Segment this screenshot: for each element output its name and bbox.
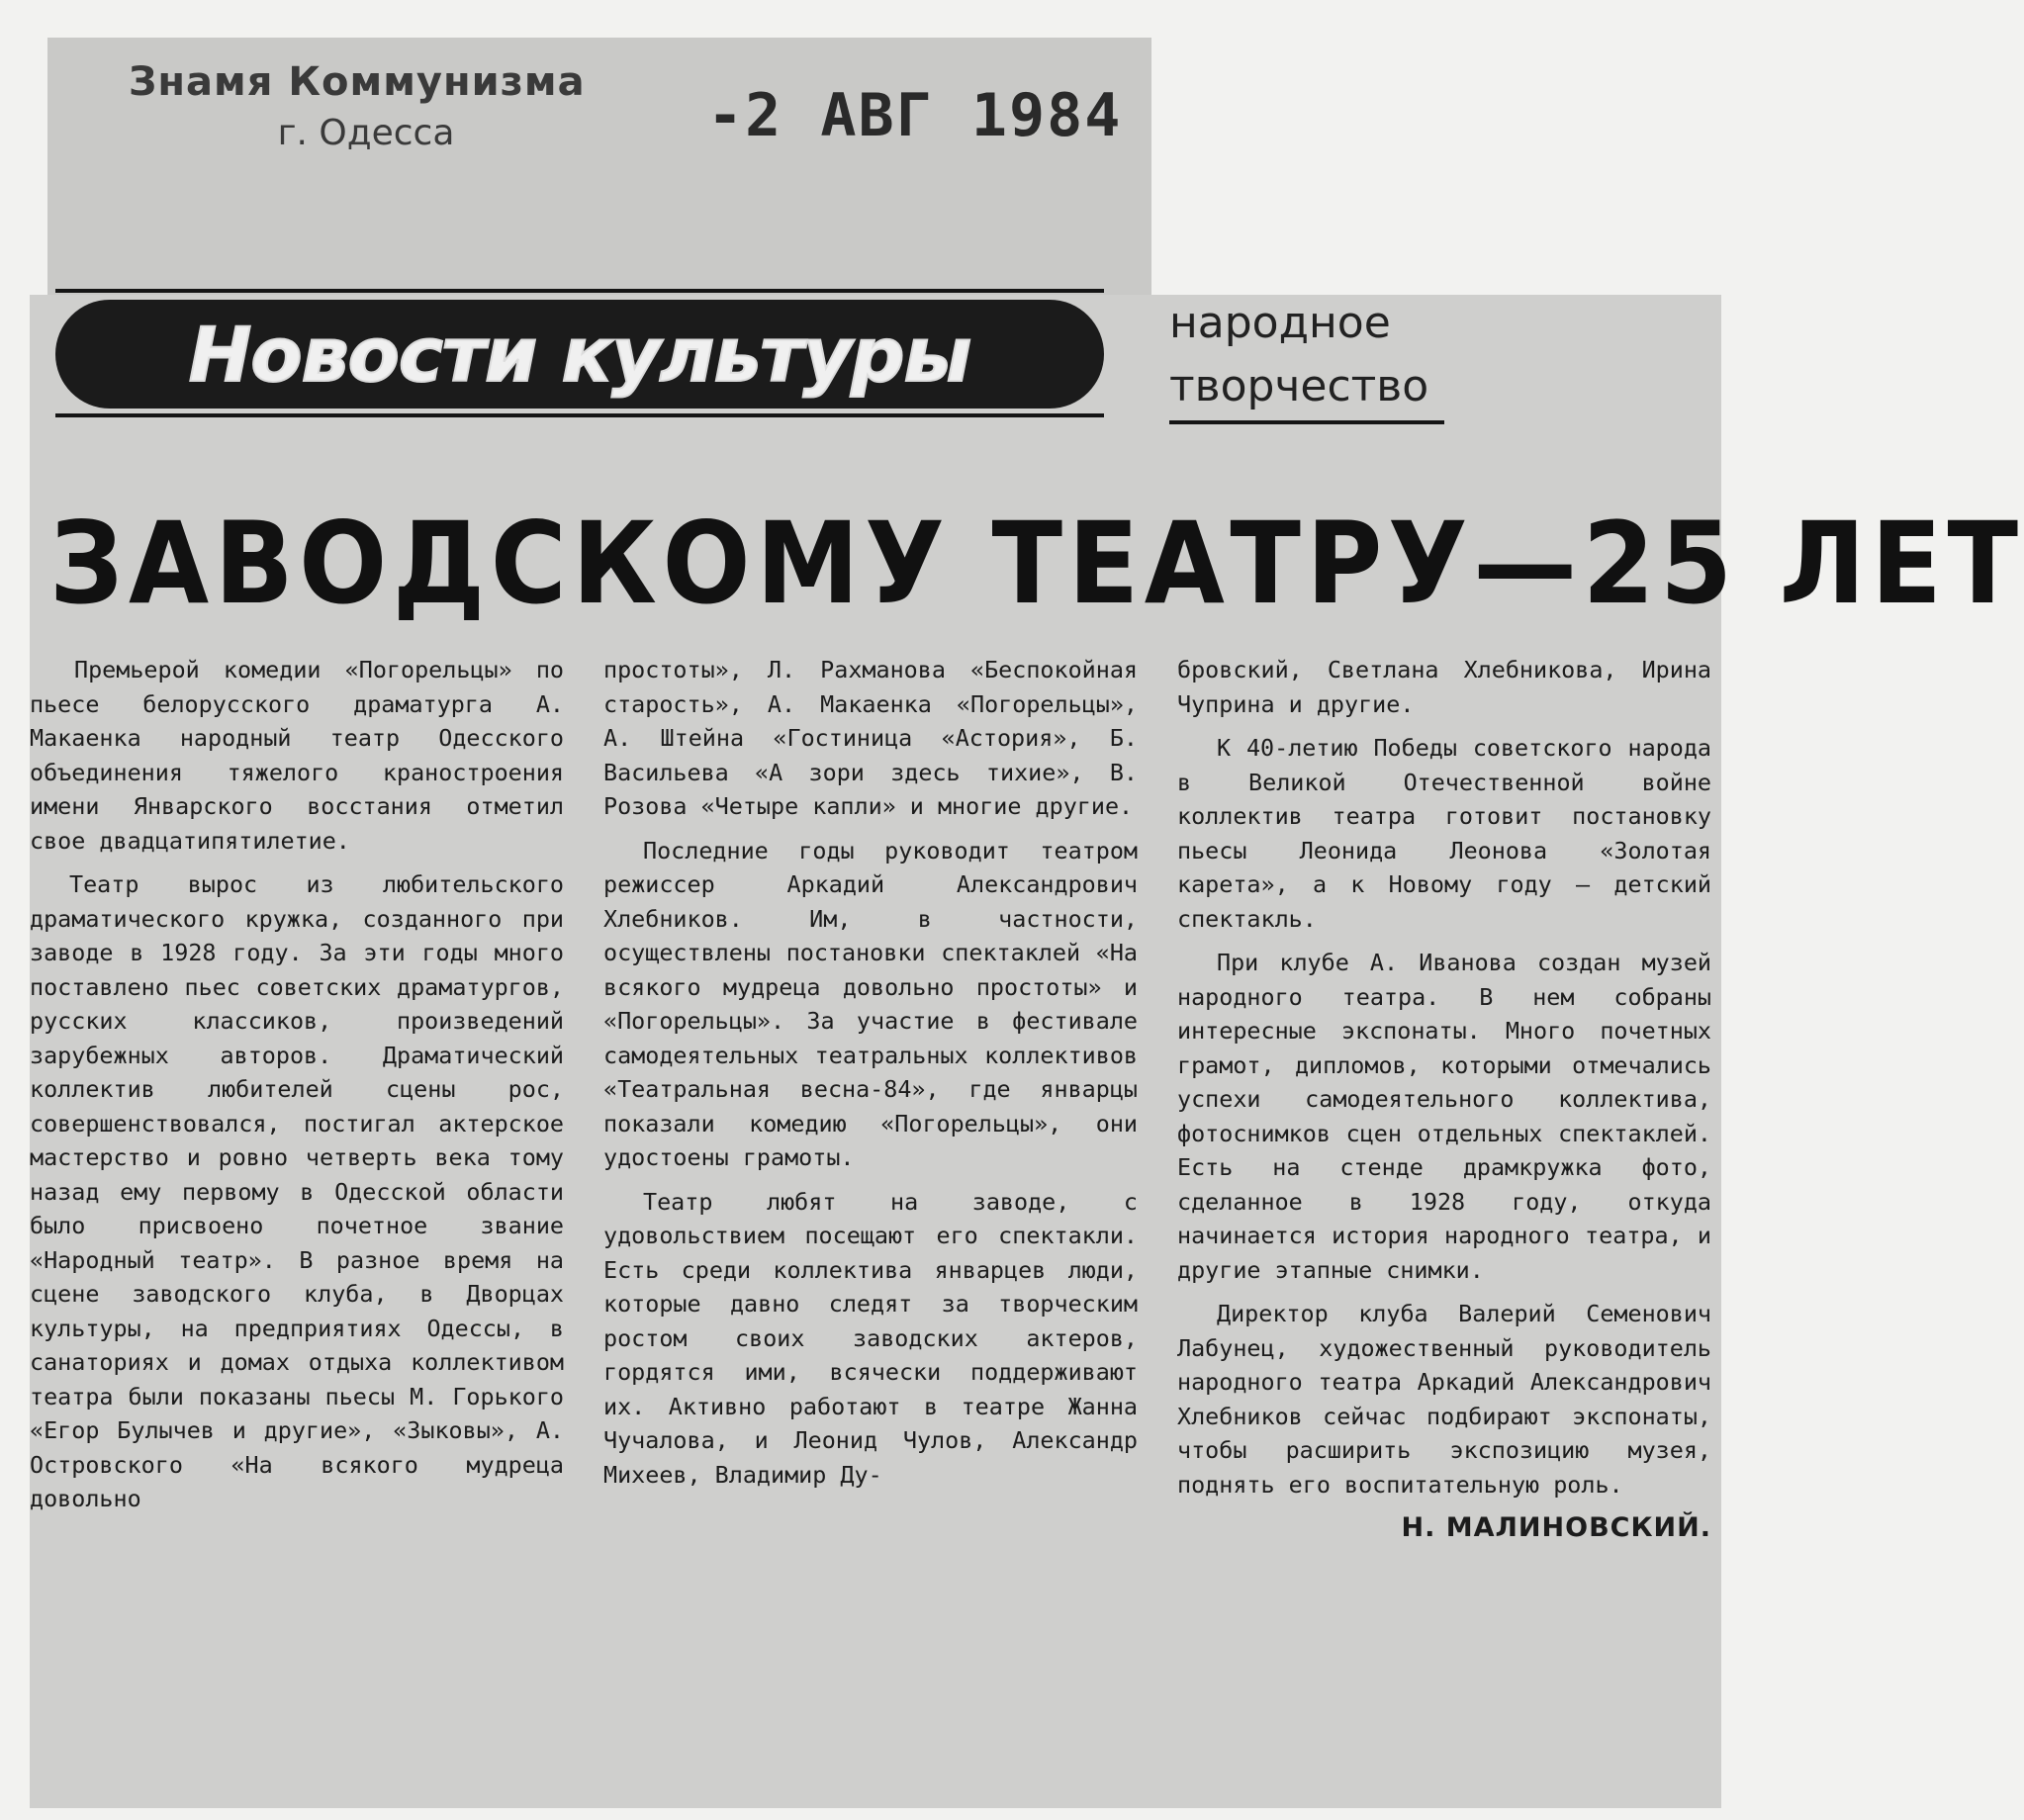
article-body: [30, 653, 1711, 1546]
newspaper-name: Знамя Коммунизма: [129, 59, 586, 105]
paragraph: Премьерой комедии «Погорельцы» по пьесе белорусского драматурга А. Макаенка народный театр Одесского объединения тяжелого краностроения имени Январского восстания отметил свое двадцатипятилетие.: [30, 656, 564, 855]
date-stamp: -2 АВГ 1984: [707, 81, 1123, 150]
banner-rule-bottom: [55, 413, 1104, 417]
paragraph: При клубе А. Иванова создан музей народного театра. В нем собраны интересные экспонаты. Много почетных грамот, дипломов, которыми отмечались успехи самодеятельного коллектива, фотоснимков сцен отдельных спектаклей. Есть на стенде драмкружка фото, сделанное в 1928 году, откуда начинается история народного театра, и другие этапные снимки.: [1177, 949, 1711, 1284]
author-signature: Н. МАЛИНОВСКИЙ.: [1401, 1512, 1711, 1543]
newspaper-stamp: [89, 59, 603, 153]
article-column-2: [603, 653, 1138, 1546]
banner-rule-top: [55, 289, 1104, 293]
paragraph: простоты», Л. Рахманова «Беспокойная старость», А. Макаенка «Погорельцы», А. Штейна «Гостиница «Астория», Б. Васильева «А зори здесь тихие», В. Розова «Четыре капли» и многие другие.: [603, 656, 1138, 820]
article-column-1: [30, 653, 564, 1546]
rubric-line-1: народное: [1169, 298, 1391, 348]
paragraph: Последние годы руководит театром режиссер Аркадий Александрович Хлебников. Им, в частности, осуществлены постановки спектаклей «На всякого мудреца довольно простоты» и «Погорельцы». За участие в фестивале самодеятельных театральных коллективов «Театральная весна-84», где январцы показали комедию «Погорельцы», они удостоены грамоты.: [603, 836, 1138, 1171]
section-title: Новости культуры: [188, 310, 971, 399]
rubric-label: [1169, 292, 1444, 424]
newspaper-city: г. Одесса: [277, 113, 455, 153]
article-column-3: [1177, 653, 1711, 1546]
article-headline: ЗАВОДСКОМУ ТЕАТРУ—25 ЛЕТ: [49, 498, 2024, 629]
paragraph: Театр любят на заводе, с удовольствием посещают его спектакли. Есть среди коллектива январцев люди, которые давно следят за творческим ростом своих заводских актеров, гордятся ими, всячески поддерживают их. Активно работают в театре Жанна Чучалова, и Леонид Чулов, Александр Михеев, Владимир Ду-: [603, 1187, 1138, 1489]
paragraph: бровский, Светлана Хлебникова, Ирина Чуприна и другие.: [1177, 656, 1711, 718]
paragraph: Директор клуба Валерий Семенович Лабунец, художественный руководитель народного театра Аркадий Александрович Хлебников сейчас подбирают экспонаты, чтобы расширить экспозицию музея, поднять его воспитательную роль.: [1177, 1300, 1711, 1499]
section-banner: [55, 300, 1104, 409]
paragraph: Театр вырос из любительского драматического кружка, созданного при заводе в 1928 году. За эти годы много поставлено пьес советских драматургов, русских классиков, произведений зарубежных авторов. Драматический коллектив любителей сцены рос, совершенствовался, постигал актерское мастерство и ровно четверть века тому назад ему первому в Одесской области было присвоено почетное звание «Народный театр». В разное время на сцене заводского клуба, в Дворцах культуры, на предприятиях Одессы, в санаториях и домах отдыха коллективом театра были показаны пьесы М. Горького «Егор Булычев и другие», «Зыковы», А. Островского «На всякого мудреца довольно: [30, 870, 564, 1512]
paragraph: К 40-летию Победы советского народа в Великой Отечественной войне коллектив театра готовит постановку пьесы Леонида Леонова «Золотая карета», а к Новому году — детский спектакль.: [1177, 734, 1711, 933]
rubric-line-2: творчество: [1169, 355, 1444, 424]
